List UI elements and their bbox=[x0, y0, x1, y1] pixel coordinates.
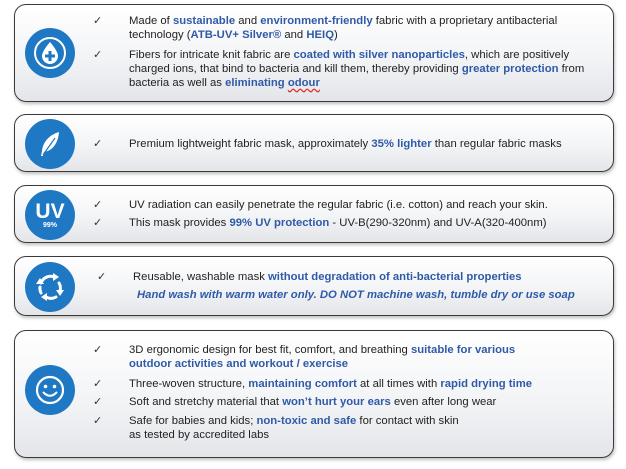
reusable-arrows-icon bbox=[25, 262, 75, 312]
bullet-text bbox=[129, 414, 463, 442]
check-mark-icon: ✓ bbox=[93, 378, 103, 390]
highlight-segment: environment-friendly bbox=[260, 15, 373, 27]
text-segment: than regular fabric masks bbox=[431, 138, 562, 150]
text-segment: Fibers for intricate knit fabric are bbox=[129, 49, 294, 61]
text-segment: - UV-B(290-320nm) and UV-A(320-400nm) bbox=[329, 217, 547, 229]
check-mark-icon: ✓ bbox=[93, 138, 103, 150]
uv-protection-icon bbox=[25, 190, 75, 240]
text-segment: for contact with skin as tested by accredited labs bbox=[129, 415, 459, 441]
card-reusable bbox=[14, 256, 614, 316]
uv-label: UV bbox=[35, 200, 65, 223]
bullet-text bbox=[129, 377, 605, 391]
highlight-segment: HEIQ bbox=[306, 29, 334, 41]
highlight-segment: ATB-UV+ Silver® bbox=[190, 29, 282, 41]
card-uv-protection bbox=[14, 185, 614, 243]
text-segment: and bbox=[235, 15, 261, 27]
text-segment: Made of bbox=[129, 15, 173, 27]
text-segment: UV radiation can easily penetrate the regular fabric (i.e. cotton) and reach your skin. bbox=[129, 199, 548, 211]
uv-percent: 99% bbox=[42, 222, 57, 229]
highlight-segment: without degradation of anti-bacterial properties bbox=[268, 271, 522, 283]
text-segment: ) bbox=[333, 29, 338, 41]
text-segment: Reusable, washable mask bbox=[133, 271, 269, 283]
text-segment: , which are positively charged ions, that bind to bacteria and kill them, thereby providing bbox=[129, 49, 570, 75]
highlight-segment: won’t hurt your ears bbox=[282, 396, 391, 408]
smiley-face-icon bbox=[25, 365, 75, 415]
check-mark-icon: ✓ bbox=[93, 49, 103, 61]
check-mark-icon: ✓ bbox=[93, 415, 103, 427]
card-comfort bbox=[14, 330, 614, 458]
text-segment: Three-woven structure, bbox=[129, 378, 249, 390]
bullet-text bbox=[129, 216, 605, 230]
highlight-segment: eliminating bbox=[225, 77, 285, 89]
feather-icon bbox=[25, 119, 75, 169]
text-segment: from bacteria as well as bbox=[129, 63, 585, 89]
highlight-segment: non-toxic and safe bbox=[256, 415, 357, 427]
check-mark-icon: ✓ bbox=[93, 15, 103, 27]
text-segment: Premium lightweight fabric mask, approximately bbox=[129, 138, 372, 150]
bullet-text bbox=[133, 270, 605, 284]
card-lightweight bbox=[14, 114, 614, 172]
text-segment: This mask provides bbox=[129, 217, 230, 229]
check-mark-icon: ✓ bbox=[93, 217, 103, 229]
bullet-text bbox=[129, 137, 605, 151]
check-mark-icon: ✓ bbox=[93, 396, 103, 408]
highlight-segment: coated with silver nanoparticles bbox=[293, 49, 465, 61]
highlight-segment: greater protection bbox=[461, 63, 559, 75]
highlight-segment: suitable for various outdoor activities and workout / exercise bbox=[129, 344, 516, 370]
check-mark-icon: ✓ bbox=[97, 271, 107, 283]
highlight-segment: odour bbox=[287, 77, 320, 89]
text-segment: fabric with a proprietary antibacterial technology ( bbox=[129, 15, 558, 41]
antibacterial-droplet-icon bbox=[25, 28, 75, 78]
bullet-text bbox=[129, 48, 605, 90]
text-segment: at all times with bbox=[356, 378, 441, 390]
check-mark-icon: ✓ bbox=[93, 199, 103, 211]
check-mark-icon: ✓ bbox=[93, 344, 103, 356]
text-segment: and bbox=[281, 29, 307, 41]
bullet-text bbox=[129, 14, 605, 42]
text-segment: even after long wear bbox=[390, 396, 497, 408]
bullet-text bbox=[129, 343, 543, 371]
highlight-segment: maintaining comfort bbox=[248, 378, 357, 390]
bullet-text bbox=[129, 198, 605, 212]
text-segment: 3D ergonomic design for best fit, comfort, and breathing bbox=[129, 344, 411, 356]
highlight-segment: rapid drying time bbox=[440, 378, 533, 390]
bullet-text bbox=[129, 395, 605, 409]
wash-instruction-note: Hand wash with warm water only. DO NOT machine wash, tumble dry or use soap bbox=[137, 289, 575, 301]
text-segment: Soft and stretchy material that bbox=[129, 396, 283, 408]
highlight-segment: 99% UV protection bbox=[229, 217, 330, 229]
highlight-segment: 35% lighter bbox=[371, 138, 432, 150]
highlight-segment: sustainable bbox=[172, 15, 236, 27]
card-antibacterial bbox=[14, 4, 614, 102]
text-segment: Safe for babies and kids; bbox=[129, 415, 257, 427]
